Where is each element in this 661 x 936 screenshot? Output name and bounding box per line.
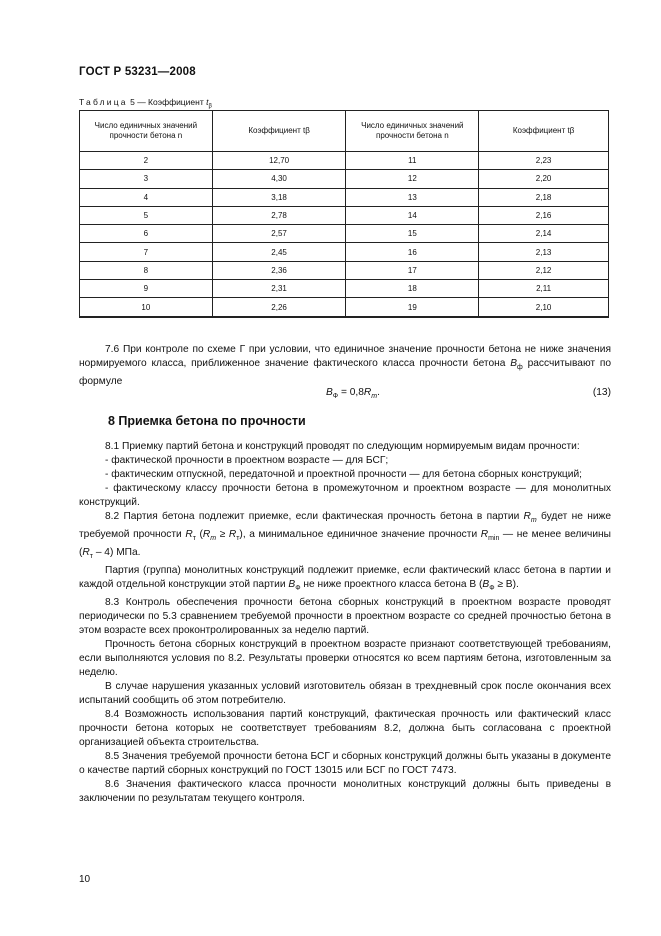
paragraph-8-2-monolith [79, 564, 611, 596]
text-span: 7.6 При контроле по схеме Г при условии, что единичное значение прочности бетона не ниже значения нормируемого класса, приближенное значение фактического класса прочности бетона [79, 344, 611, 369]
symbol-sub: m [530, 517, 537, 525]
table-cell: 2,31 [212, 280, 346, 298]
symbol-sub: т [192, 535, 196, 543]
symbol-r: R [185, 529, 193, 541]
paragraph-8-3-b: Прочность бетона сборных конструкций в проектном возрасте признают соответствующей требованиям, если выполняются условия по 8.2. Результаты проверки относятся ко всем партиям бетона, изготовленным за неделю. [79, 639, 611, 679]
text-span: Партия (группа) монолитных конструкций подлежит приемке, если фактический класс бетона в партии и каждой отдельной конструкции этой партии [79, 565, 611, 591]
table-cell: 9 [80, 280, 213, 298]
symbol-sub: Ф [295, 585, 301, 593]
formula-mid: = 0,8 [338, 387, 364, 398]
table-caption-sub: β [208, 103, 212, 110]
symbol-r: R [523, 511, 531, 522]
table-cell: 10 [80, 298, 213, 317]
table-cell: 2,36 [212, 261, 346, 279]
paragraph-8-6: 8.6 Значения фактического класса прочности монолитных конструкций должны быть приведены в заключении по результатам текущего контроля. [79, 779, 611, 805]
table-cell: 3 [80, 170, 213, 188]
symbol-sub: т [89, 553, 93, 561]
bullet-item: - фактическим отпускной, передаточной и проектной прочности — для бетона сборных конструкций; [105, 469, 582, 480]
table-cell: 13 [346, 188, 479, 206]
paragraph-8-3-c: В случае нарушения указанных условий изготовитель обязан в трехдневный срок после окончания всех испытаний сообщить об этом потребителю. [79, 681, 611, 707]
table-row [80, 243, 609, 261]
paragraph-8-2 [79, 510, 611, 564]
table-cell: 2,57 [212, 225, 346, 243]
table-cell: 2,14 [479, 225, 609, 243]
symbol-b: B [482, 579, 490, 591]
text-span: не ниже проектного класса бетона В ( [300, 579, 483, 591]
table-row [80, 170, 609, 188]
text-span: будет не ниже требуемой прочности [79, 511, 611, 541]
table-cell: 2 [80, 152, 213, 170]
bullet-item: - фактической прочности в проектном возрасте — для БСГ; [105, 455, 389, 466]
table-caption-symbol: t [206, 97, 209, 107]
table-cell: 2,78 [212, 206, 346, 224]
symbol-sub: min [488, 535, 500, 543]
symbol-r: R [82, 547, 90, 559]
table-cell: 2,13 [479, 243, 609, 261]
table-cell: 8 [80, 261, 213, 279]
table-cell: 2,16 [479, 206, 609, 224]
table-cell: 16 [346, 243, 479, 261]
table-cell: 3,18 [212, 188, 346, 206]
table-row [80, 225, 609, 243]
table-row [80, 188, 609, 206]
table-cell: 2,11 [479, 280, 609, 298]
symbol-sub: ф [517, 364, 523, 372]
document-header: ГОСТ Р 53231—2008 [79, 66, 196, 78]
page-number: 10 [79, 874, 91, 885]
text-span: ( [195, 529, 203, 541]
symbol-sub: m [210, 535, 217, 543]
formula-number: (13) [592, 387, 611, 398]
table-cell: 2,12 [479, 261, 609, 279]
table-cell: 2,45 [212, 243, 346, 261]
table-cell: 18 [346, 280, 479, 298]
text-span: – 4) МПа. [92, 547, 141, 559]
symbol-sub: Ф [489, 585, 495, 593]
table-caption [79, 97, 212, 110]
text-span: , а минимальное единичное значение прочности [242, 529, 481, 541]
bullet-item: - фактическому классу прочности бетона в промежуточном и проектном возрасте — для монолитных конструкций. [79, 483, 611, 508]
formula-expression [326, 387, 380, 400]
table-header-cell: Число единичных значений прочности бетона n [346, 111, 479, 152]
table-cell: 4,30 [212, 170, 346, 188]
symbol-r: R [228, 529, 237, 541]
symbol-r: R [202, 529, 211, 541]
table-row [80, 152, 609, 170]
table-cell: 15 [346, 225, 479, 243]
table-cell: 11 [346, 152, 479, 170]
text-span: — не менее величины ( [79, 529, 611, 559]
table-cell: 2,20 [479, 170, 609, 188]
paragraph-8-1: 8.1 Приемку партий бетона и конструкций проводят по следующим нормируемым видам прочности: [105, 441, 580, 452]
table-cell: 5 [80, 206, 213, 224]
paragraph-8-4: 8.4 Возможность использования партий конструкций, фактическая прочность или фактический класс прочности бетона которых не соответствует требованиям 8.2, должна быть согласована с проектной организацией объекта строительства. [79, 709, 611, 749]
table-header-cell: Коэффициент tβ [212, 111, 346, 152]
table-caption-rest: 5 — Коэффициент [130, 97, 204, 107]
table-cell: 19 [346, 298, 479, 317]
paragraph-8-5: 8.5 Значения требуемой прочности бетона БСГ и сборных конструкций должны быть указаны в документе о качестве партий сборных конструкций по ГОСТ 13015 или БСГ по ГОСТ 7473. [79, 751, 611, 777]
table-cell: 12,70 [212, 152, 346, 170]
table-row [80, 261, 609, 279]
formula-lhs: B [326, 387, 333, 398]
table-header-cell: Коэффициент tβ [479, 111, 609, 152]
text-span: ) [239, 529, 243, 541]
paragraph-7-6 [79, 343, 611, 389]
table-cell: 17 [346, 261, 479, 279]
formula-r: R [363, 387, 372, 398]
text-span: ≥ В). [494, 579, 519, 591]
table-row [80, 206, 609, 224]
section-title: 8 Приемка бетона по прочности [108, 414, 306, 428]
table-cell: 2,26 [212, 298, 346, 317]
formula-end: . [377, 387, 380, 398]
table-cell: 7 [80, 243, 213, 261]
table-row [80, 280, 609, 298]
symbol-sub: т [236, 535, 240, 543]
symbol-r: R [480, 529, 489, 541]
section-8-body [79, 440, 611, 806]
table-header-row [80, 111, 609, 152]
table-cell: 12 [346, 170, 479, 188]
paragraph-8-3: 8.3 Контроль обеспечения прочности бетона сборных конструкций в проектном возрасте проводят периодически по 5.3 сравнением требуемой прочности в проектном возрасте со средней прочностью бетона в этом возрасте всех проконтролированных за неделю партий. [79, 597, 611, 637]
table-caption-word: Таблица [79, 97, 128, 107]
table-cell: 2,10 [479, 298, 609, 317]
table-cell: 6 [80, 225, 213, 243]
coefficient-table [79, 110, 609, 318]
table-cell: 14 [346, 206, 479, 224]
symbol-b: B [288, 579, 296, 591]
text-span: рассчитывают по формуле [79, 358, 611, 388]
table-cell: 4 [80, 188, 213, 206]
symbol-b: B [510, 358, 518, 369]
table-cell: 2,18 [479, 188, 609, 206]
table-header-cell: Число единичных значений прочности бетона n [80, 111, 213, 152]
text-span: 8.2 Партия бетона подлежит приемке, если фактическая прочность бетона в партии [105, 511, 524, 522]
formula-rsub: m [371, 393, 378, 401]
table-row [80, 298, 609, 317]
text-span: ≥ [216, 529, 229, 541]
formula-lsub: Ф [332, 393, 339, 401]
table-cell: 2,23 [479, 152, 609, 170]
